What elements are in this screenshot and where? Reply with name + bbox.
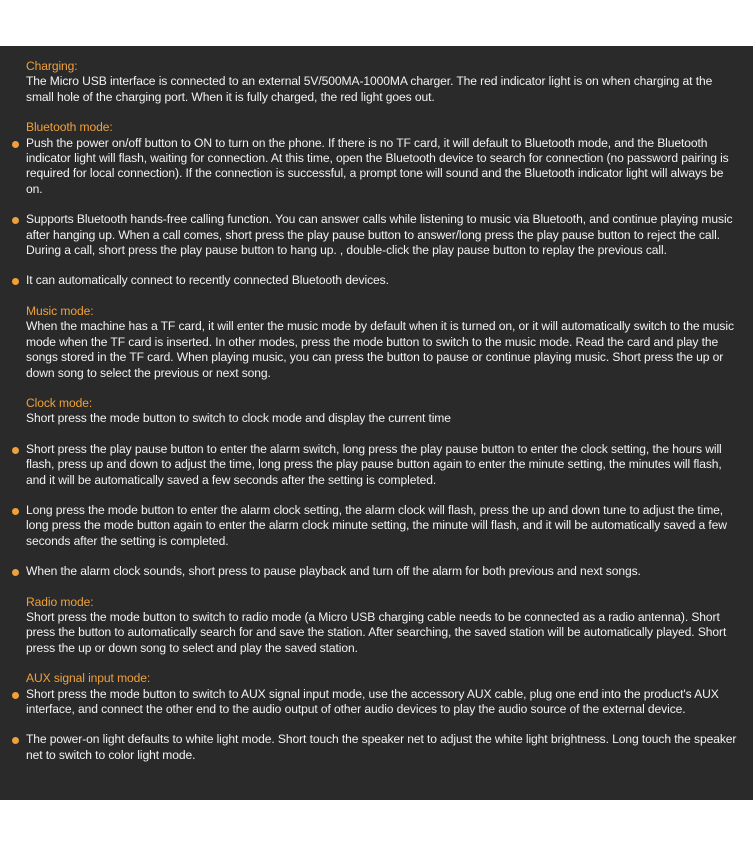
bluetooth-bullet-power-on: Push the power on/off button to ON to turn on the phone. If there is no TF card, it will default to Bluetooth mode, and the Bluetooth indicator light will flash, waiting for connection. At this time, open the Bluetooth device to search for connection (no password pairing is required for local connection). If the connection is successful, a prompt tone will sound and the Bluetooth indicator light will always be on.	[26, 136, 743, 198]
clock-text: Short press the mode button to switch to clock mode and display the current time	[26, 411, 451, 426]
bluetooth-bullet-hands-free: Supports Bluetooth hands-free calling function. You can answer calls while listening to music via Bluetooth, and continue playing music after hanging up. When a call comes, short press the play pause button to answer/long press the play pause button to reject the call. During a call, short press the play pause button to hang up. , double-click the play pause button to replay the previous call.	[26, 212, 743, 258]
radio-section	[26, 595, 743, 657]
music-text: When the machine has a TF card, it will enter the music mode by default when it is turned on, or it will automatically switch to the music mode when the TF card is inserted. In other modes, press the mode button to switch to the music mode. Read the card and play the songs stored in the TF card. When playing music, you can press the button to pause or continue playing music. Short press the up or down song to select the previous or next song.	[26, 319, 734, 380]
bluetooth-bullet-auto-connect: It can automatically connect to recently connected Bluetooth devices.	[26, 273, 743, 288]
instruction-panel	[0, 46, 753, 800]
aux-bullet-light-mode: The power-on light defaults to white light mode. Short touch the speaker net to adjust the white light brightness. Long touch the speaker net to switch to color light mode.	[26, 732, 743, 763]
clock-heading: Clock mode:	[26, 395, 93, 410]
charging-heading: Charging:	[26, 59, 78, 73]
aux-heading: AUX signal input mode:	[26, 671, 151, 686]
aux-bullet-signal-input: Short press the mode button to switch to AUX signal input mode, use the accessory AUX cable, plug one end into the product's AUX interface, and connect the other end to the audio output of other audio devices to play the audio source of the external device.	[26, 687, 743, 718]
bluetooth-section	[26, 120, 743, 289]
bluetooth-heading: Bluetooth mode:	[26, 120, 113, 135]
aux-section	[26, 671, 743, 763]
clock-bullet-alarm-switch: Short press the play pause button to enter the alarm switch, long press the play pause button to enter the clock setting, the hours will flash, press up and down to adjust the time, long press the play pause button again to enter the minute setting, the minutes will flash, and it will be automatically saved a few seconds after the setting is completed.	[26, 442, 743, 488]
radio-heading: Radio mode:	[26, 594, 94, 609]
charging-section	[26, 59, 743, 105]
clock-section	[26, 396, 743, 580]
charging-text: The Micro USB interface is connected to an external 5V/500MA-1000MA charger. The red indicator light is on when charging at the small hole of the charging port. When it is fully charged, the red light goes out.	[26, 74, 713, 104]
clock-bullet-alarm-setting: Long press the mode button to enter the alarm clock setting, the alarm clock will flash, press the up and down tune to adjust the time, long press the mode button again to enter the alarm clock minute setting, the minute will flash, and it will be automatically saved a few seconds after the setting is completed.	[26, 503, 743, 549]
music-heading: Music mode:	[26, 303, 94, 318]
radio-text: Short press the mode button to switch to radio mode (a Micro USB charging cable needs to be connected as a radio antenna). Short press the button to automatically search for and save the station. After searching, the saved station will be automatically played. Short press the up or down song to select and play the saved station.	[26, 609, 727, 655]
music-section	[26, 304, 743, 381]
clock-bullet-alarm-sounds: When the alarm clock sounds, short press to pause playback and turn off the alarm for both previous and next songs.	[26, 564, 743, 579]
